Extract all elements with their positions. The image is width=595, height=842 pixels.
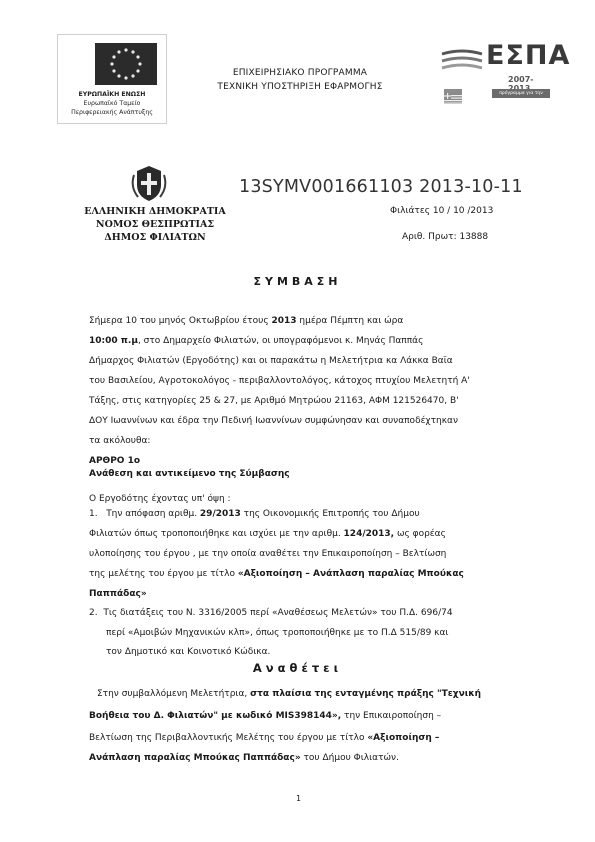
intro-text: ημέρα Πέμπτη και ώρα (296, 316, 404, 326)
intro-line1 (89, 316, 403, 326)
programme-heading (200, 66, 400, 94)
place-date: Φιλιάτες 10 / 10 /2013 (390, 206, 494, 216)
programme-line1: ΕΠΙΧΕΙΡΗΣΙΑΚΟ ΠΡΟΓΡΑΜΜΑ (232, 68, 368, 78)
eu-logo (57, 34, 167, 124)
intro-line2 (89, 336, 423, 346)
authority-block (80, 205, 230, 244)
item1-line2 (89, 529, 446, 539)
item-text: Τις διατάξεις του Ν. 3316/2005 περί «Αναθέσεως Μελετών» του Π.Δ. 696/74 (103, 608, 453, 618)
intro-text: , στο Δημαρχείο Φιλιατών, οι υπογραφόμενοι κ. Μηνάς Παππάς (137, 336, 424, 346)
intro-line4: του Βασιλείου, Αγροτοκολόγος - περιβαλλοντολόγος, κάτοχος πτυχίου Μελετητή Α' (89, 376, 470, 386)
article-subheading: Ανάθεση και αντικείμενο της Σύμβασης (89, 469, 290, 479)
item2-line2: περί «Αμοιβών Μηχανικών κλπ», όπως τροποποιήθηκε με το Π.Δ 515/89 και (106, 628, 449, 638)
item1-line3: υλοποίησης του έργου , με την οποία αναθέτει την Επικαιροποίηση – Βελτίωση (89, 549, 447, 559)
programme-line2: ΤΕΧΝΙΚΗ ΥΠΟΣΤΗΡΙΞΗ ΕΦΑΡΜΟΓΗΣ (217, 82, 383, 92)
eu-caption-line3: Περιφερειακής Ανάπτυξης (71, 109, 153, 116)
closing-bold: «Αξιοποίηση – (367, 733, 440, 743)
item-text: Την απόφαση αριθμ. (106, 509, 200, 519)
document-title: ΣΥΜΒΑΣΗ (253, 275, 342, 288)
closing-line4 (89, 753, 399, 763)
item-text: της μελέτης του έργου με τίτλο (89, 569, 238, 579)
item1-line5: Παππάδας» (89, 589, 147, 599)
item2-line3: τον Δημοτικό και Κοινοτικό Κώδικα. (106, 647, 271, 657)
espa-slogan: πρόγραμμα για την ανάπτυξη (492, 89, 550, 98)
eu-caption (58, 90, 166, 117)
espa-stripes-icon (440, 46, 484, 76)
project-title: «Αξιοποίηση – Ανάπλαση παραλίας Μπούκας (237, 569, 464, 579)
item-text: ως φορέας (394, 529, 446, 539)
eu-flag-icon (95, 43, 157, 85)
item-text: της Οικονομικής Επιτροπής του Δήμου (240, 509, 420, 519)
greek-flag-icon (444, 89, 462, 100)
closing-text: Βελτίωση της Περιβαλλοντικής Μελέτης του έργου με τίτλο (89, 733, 368, 743)
eu-caption-line2: Ευρωπαϊκό Ταμείο (83, 100, 141, 107)
article-heading: ΑΡΘΡΟ 1ο (89, 456, 141, 466)
authority-line1: ΕΛΛΗΝΙΚΗ ΔΗΜΟΚΡΑΤΙΑ (84, 206, 226, 217)
intro-time: 10:00 π.μ (89, 336, 138, 346)
greek-coat-of-arms-icon (128, 163, 170, 205)
closing-line2 (89, 711, 441, 721)
eu-caption-line1: ΕΥΡΩΠΑΪΚΗ ΕΝΩΣΗ (78, 91, 146, 98)
item1-line1 (89, 509, 420, 519)
item2-number: 2. (89, 608, 98, 618)
closing-bold: Βοήθεια του Δ. Φιλιατών" με κωδικό ΜΙS398144», (89, 711, 342, 721)
espa-years: 2007- (508, 75, 534, 84)
document-code: 13SYMV001661103 2013-10-11 (239, 177, 523, 197)
closing-bold: στα πλαίσια της ενταγμένης πράξης "Τεχνική (250, 689, 482, 699)
item-text: Φιλιατών όπως τροποποιήθηκε και ισχύει με την αριθμ. (89, 529, 344, 539)
closing-bold: Ανάπλαση παραλίας Μπούκας Παππάδας» (89, 753, 301, 763)
item2-line1 (89, 608, 453, 618)
intro-line3: Δήμαρχος Φιλιατών (Εργοδότης) και οι παρακάτω η Μελετήτρια κα Λάκκα Βαϊα (89, 356, 453, 366)
intro-line6: ΔΟΥ Ιωαννίνων και έδρα την Πεδινή Ιωαννίνων συμφώνησαν και συναποδέχτηκαν (89, 416, 459, 426)
item1-number: 1. (89, 509, 98, 519)
intro-line5: Τάξης, στις κατηγορίες 25 & 27, με Αριθμό Μητρώου 21163, ΑΦΜ 121526470, Β' (89, 396, 459, 406)
intro-text: Σήμερα 10 του μηνός Οκτωβρίου έτους (89, 316, 272, 326)
closing-text: την Επικαιροποίηση – (341, 711, 442, 721)
decision-number: 124/2013, (343, 529, 395, 539)
protocol-number: Αριθ. Πρωτ: 13888 (402, 232, 489, 242)
item1-line4 (89, 569, 464, 579)
considering-line: Ο Εργοδότης έχοντας υπ' όψη : (89, 494, 231, 504)
closing-text: Στην συμβαλλόμενη Μελετήτρια, (97, 689, 251, 699)
closing-text: του Δήμου Φιλιατών. (300, 753, 399, 763)
page-number: 1 (296, 794, 302, 803)
closing-line1 (97, 689, 481, 699)
intro-line7: τα ακόλουθα: (89, 436, 151, 446)
section-anathetei: Αναθέτει (252, 661, 343, 675)
espa-logo (440, 40, 571, 105)
authority-line2: ΝΟΜΟΣ ΘΕΣΠΡΩΤΙΑΣ (95, 219, 215, 230)
closing-line3 (89, 733, 439, 743)
authority-line3: ΔΗΜΟΣ ΦΙΛΙΑΤΩΝ (104, 232, 206, 243)
espa-word: ΕΣΠΑ (486, 40, 571, 71)
decision-number: 29/2013 (199, 509, 241, 519)
intro-year: 2013 (271, 316, 297, 326)
